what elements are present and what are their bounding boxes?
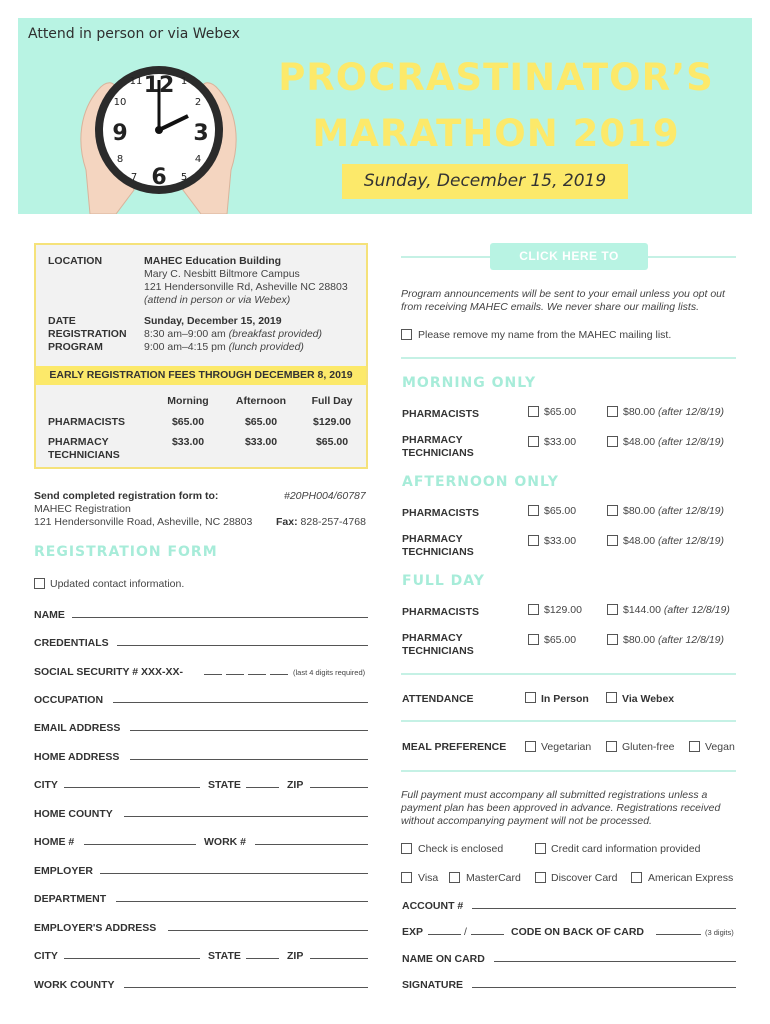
- state2-field[interactable]: [246, 958, 279, 959]
- top-divider-right: [648, 256, 736, 258]
- mastercard-checkbox[interactable]: [449, 872, 460, 883]
- afternoon-pharmacists-label: PHARMACISTS: [402, 507, 480, 519]
- afternoon-techs-early-price: $33.00: [544, 535, 577, 547]
- afternoon-heading: AFTERNOON ONLY: [402, 474, 559, 490]
- remove-mailing-label: Please remove my name from the MAHEC mailing list.: [418, 329, 672, 341]
- fee-header-afternoon: Afternoon: [235, 395, 287, 407]
- morning-heading: MORNING ONLY: [402, 375, 537, 391]
- divider-4: [401, 770, 736, 772]
- occupation-field[interactable]: [113, 702, 368, 703]
- techs-fee-fullday: $65.00: [315, 436, 349, 448]
- fullday-techs-early-price: $65.00: [544, 634, 577, 646]
- fee-header-fullday: Full Day: [311, 395, 353, 407]
- home-county-field[interactable]: [124, 816, 368, 817]
- send-label: Send completed registration form to:: [34, 490, 219, 502]
- location-name: MAHEC Education Building: [144, 255, 282, 267]
- vegetarian-checkbox[interactable]: [525, 741, 536, 752]
- afternoon-techs-label-1: PHARMACY: [402, 533, 463, 545]
- fullday-pharmacists-early-price: $129.00: [544, 604, 582, 616]
- announce-line-1: Program announcements will be sent to your email unless you opt out: [401, 288, 725, 300]
- code-back-label: CODE ON BACK OF CARD: [511, 926, 644, 938]
- afternoon-techs-label-2: TECHNICIANS: [402, 546, 474, 558]
- program-label: PROGRAM: [48, 341, 103, 353]
- fullday-techs-label-1: PHARMACY: [402, 632, 463, 644]
- afternoon-techs-early-checkbox[interactable]: [528, 535, 539, 546]
- top-divider-left: [401, 256, 490, 258]
- credentials-label: CREDENTIALS: [34, 637, 109, 649]
- via-webex-label: Via Webex: [622, 693, 675, 705]
- svg-text:5: 5: [180, 172, 188, 183]
- ssn-digit-2[interactable]: [226, 674, 244, 675]
- svg-text:8: 8: [116, 154, 124, 165]
- morning-pharmacists-early-checkbox[interactable]: [528, 406, 539, 417]
- credentials-field[interactable]: [117, 645, 368, 646]
- afternoon-pharmacists-late-checkbox[interactable]: [607, 505, 618, 516]
- techs-label-2: TECHNICIANS: [48, 449, 120, 461]
- morning-pharmacists-late-price: $80.00 (after 12/8/19): [623, 406, 724, 418]
- ssn-digit-1[interactable]: [204, 674, 222, 675]
- fullday-pharmacists-label: PHARMACISTS: [402, 606, 480, 618]
- event-date-badge: Sunday, December 15, 2019: [342, 164, 628, 199]
- city2-label: CITY: [34, 950, 58, 962]
- pharmacists-fee-fullday: $129.00: [313, 416, 351, 428]
- svg-text:3: 3: [193, 121, 209, 146]
- morning-pharmacists-late-checkbox[interactable]: [607, 406, 618, 417]
- afternoon-pharmacists-early-checkbox[interactable]: [528, 505, 539, 516]
- name-field[interactable]: [72, 617, 368, 618]
- svg-text:1: 1: [180, 76, 188, 87]
- pharmacists-fee-morning: $65.00: [171, 416, 205, 428]
- pharmacists-fee-afternoon: $65.00: [244, 416, 278, 428]
- work-county-label: WORK COUNTY: [34, 979, 115, 991]
- ssn-label: SOCIAL SECURITY # XXX-XX-: [34, 666, 183, 678]
- header-banner: [18, 18, 752, 214]
- employer-field[interactable]: [100, 873, 368, 874]
- city-label: CITY: [34, 779, 58, 791]
- vegan-checkbox[interactable]: [689, 741, 700, 752]
- program-code: #20PH004/60787: [284, 490, 366, 502]
- zip-field[interactable]: [310, 787, 368, 788]
- gluten-free-label: Gluten-free: [622, 741, 675, 753]
- fullday-techs-late-price: $80.00 (after 12/8/19): [623, 634, 724, 646]
- visa-checkbox[interactable]: [401, 872, 412, 883]
- employer-label: EMPLOYER: [34, 865, 93, 877]
- department-field[interactable]: [116, 901, 368, 902]
- fullday-techs-label-2: TECHNICIANS: [402, 645, 474, 657]
- svg-text:2: 2: [194, 97, 202, 108]
- vegetarian-label: Vegetarian: [541, 741, 592, 753]
- svg-text:4: 4: [194, 154, 202, 165]
- fullday-pharmacists-late-price: $144.00 (after 12/8/19): [623, 604, 730, 616]
- signature-field[interactable]: [472, 987, 736, 988]
- code-back-field[interactable]: [656, 934, 701, 935]
- discover-label: Discover Card: [551, 872, 618, 884]
- ssn-digit-3[interactable]: [248, 674, 266, 675]
- vegan-label: Vegan: [705, 741, 735, 753]
- ssn-digit-4[interactable]: [270, 674, 288, 675]
- fullday-techs-late-checkbox[interactable]: [607, 634, 618, 645]
- divider-2: [401, 673, 736, 675]
- home-phone-field[interactable]: [84, 844, 196, 845]
- event-info-box: [34, 243, 368, 469]
- morning-techs-late-checkbox[interactable]: [607, 436, 618, 447]
- location-address: 121 Hendersonville Rd, Asheville NC 28803: [144, 281, 348, 293]
- state2-label: STATE: [208, 950, 241, 962]
- techs-fee-morning: $33.00: [171, 436, 205, 448]
- work-phone-label: WORK #: [204, 836, 246, 848]
- in-person-checkbox[interactable]: [525, 692, 536, 703]
- visa-label: Visa: [418, 872, 439, 884]
- credit-card-label: Credit card information provided: [551, 843, 701, 855]
- name-label: NAME: [34, 609, 65, 621]
- morning-techs-label-2: TECHNICIANS: [402, 447, 474, 459]
- location-label: LOCATION: [48, 255, 103, 267]
- fullday-pharmacists-late-checkbox[interactable]: [607, 604, 618, 615]
- code-note: (3 digits): [705, 928, 734, 937]
- account-field[interactable]: [472, 908, 736, 909]
- employer-address-label: EMPLOYER'S ADDRESS: [34, 922, 157, 934]
- name-on-card-label: NAME ON CARD: [402, 953, 485, 965]
- home-county-label: HOME COUNTY: [34, 808, 113, 820]
- zip-label: ZIP: [287, 779, 304, 791]
- techs-fee-afternoon: $33.00: [244, 436, 278, 448]
- registration-label: REGISTRATION: [48, 328, 127, 340]
- afternoon-techs-late-price: $48.00 (after 12/8/19): [623, 535, 724, 547]
- zip2-label: ZIP: [287, 950, 304, 962]
- date-value: Sunday, December 15, 2019: [144, 315, 282, 327]
- payment-line-3: without accompanying payment will not be processed.: [401, 815, 652, 827]
- remove-mailing-checkbox[interactable]: [401, 329, 412, 340]
- send-line-3: 121 Hendersonville Road, Asheville, NC 28803: [34, 516, 253, 528]
- in-person-label: In Person: [541, 693, 589, 705]
- date-label: DATE: [48, 315, 76, 327]
- pharmacists-label: PHARMACISTS: [48, 416, 126, 428]
- email-field[interactable]: [130, 730, 368, 731]
- state-label: STATE: [208, 779, 241, 791]
- gluten-free-checkbox[interactable]: [606, 741, 617, 752]
- payment-line-2: payment plan has been approved in advance. Registrations received: [401, 802, 721, 814]
- signature-label: SIGNATURE: [402, 979, 464, 991]
- via-webex-checkbox[interactable]: [606, 692, 617, 703]
- svg-text:10: 10: [113, 97, 127, 108]
- fullday-heading: FULL DAY: [402, 573, 485, 589]
- morning-techs-label-1: PHARMACY: [402, 434, 463, 446]
- work-county-field[interactable]: [124, 987, 368, 988]
- exp-year-field[interactable]: [471, 934, 504, 935]
- occupation-label: OCCUPATION: [34, 694, 104, 706]
- fullday-pharmacists-early-checkbox[interactable]: [528, 604, 539, 615]
- svg-text:12: 12: [143, 73, 175, 98]
- exp-slash: /: [464, 926, 467, 938]
- check-enclosed-checkbox[interactable]: [401, 843, 412, 854]
- afternoon-techs-late-checkbox[interactable]: [607, 535, 618, 546]
- email-label: EMAIL ADDRESS: [34, 722, 121, 734]
- credit-card-checkbox[interactable]: [535, 843, 546, 854]
- exp-month-field[interactable]: [428, 934, 461, 935]
- early-registration-banner: EARLY REGISTRATION FEES THROUGH DECEMBER 8, 2019: [36, 366, 366, 385]
- page-title: [240, 50, 752, 162]
- amex-label: American Express: [648, 872, 734, 884]
- morning-techs-early-price: $33.00: [544, 436, 577, 448]
- city-field[interactable]: [64, 787, 200, 788]
- title-line-1: PROCRASTINATOR’S: [278, 56, 714, 99]
- divider-1: [401, 357, 736, 359]
- home-phone-label: HOME #: [34, 836, 75, 848]
- divider-3: [401, 720, 736, 722]
- register-button[interactable]: CLICK HERE TO REGISTER: [490, 243, 648, 270]
- morning-pharmacists-early-price: $65.00: [544, 406, 577, 418]
- svg-text:11: 11: [129, 76, 143, 87]
- clock-illustration: [76, 50, 241, 214]
- morning-techs-late-price: $48.00 (after 12/8/19): [623, 436, 724, 448]
- svg-text:7: 7: [130, 172, 138, 183]
- fee-header-morning: Morning: [167, 395, 209, 407]
- name-on-card-field[interactable]: [494, 961, 736, 962]
- state-field[interactable]: [246, 787, 279, 788]
- fullday-techs-early-checkbox[interactable]: [528, 634, 539, 645]
- location-note: (attend in person or via Webex): [144, 294, 291, 306]
- attendance-label: ATTENDANCE: [402, 693, 474, 705]
- updated-contact-checkbox[interactable]: [34, 578, 45, 589]
- home-address-field[interactable]: [130, 759, 368, 760]
- title-line-2: MARATHON 2019: [312, 112, 680, 155]
- payment-line-1: Full payment must accompany all submitted registrations unless a: [401, 789, 708, 801]
- techs-label-1: PHARMACY: [48, 436, 109, 448]
- svg-text:9: 9: [112, 121, 128, 146]
- exp-label: EXP: [402, 926, 424, 938]
- registration-time: 8:30 am–9:00 am (breakfast provided): [144, 328, 323, 340]
- work-phone-field[interactable]: [255, 844, 368, 845]
- amex-checkbox[interactable]: [631, 872, 642, 883]
- registration-form-heading: REGISTRATION FORM: [34, 544, 218, 560]
- location-campus: Mary C. Nesbitt Biltmore Campus: [144, 268, 300, 280]
- attend-subtitle: Attend in person or via Webex: [28, 26, 240, 42]
- afternoon-pharmacists-early-price: $65.00: [544, 505, 577, 517]
- morning-pharmacists-label: PHARMACISTS: [402, 408, 480, 420]
- city2-field[interactable]: [64, 958, 200, 959]
- afternoon-pharmacists-late-price: $80.00 (after 12/8/19): [623, 505, 724, 517]
- check-enclosed-label: Check is enclosed: [418, 843, 504, 855]
- discover-checkbox[interactable]: [535, 872, 546, 883]
- mastercard-label: MasterCard: [466, 872, 521, 884]
- meal-label: MEAL PREFERENCE: [402, 741, 507, 753]
- zip2-field[interactable]: [310, 958, 368, 959]
- ssn-note: (last 4 digits required): [293, 668, 366, 677]
- fax-number: Fax: 828-257-4768: [276, 516, 366, 528]
- svg-text:6: 6: [151, 165, 167, 190]
- announce-line-2: from receiving MAHEC emails. We never share our mailing lists.: [401, 301, 699, 313]
- morning-techs-early-checkbox[interactable]: [528, 436, 539, 447]
- home-address-label: HOME ADDRESS: [34, 751, 120, 763]
- updated-contact-label: Updated contact information.: [50, 578, 185, 590]
- program-time: 9:00 am–4:15 pm (lunch provided): [144, 341, 304, 353]
- send-line-2: MAHEC Registration: [34, 503, 131, 515]
- employer-address-field[interactable]: [168, 930, 368, 931]
- account-label: ACCOUNT #: [402, 900, 464, 912]
- department-label: DEPARTMENT: [34, 893, 107, 905]
